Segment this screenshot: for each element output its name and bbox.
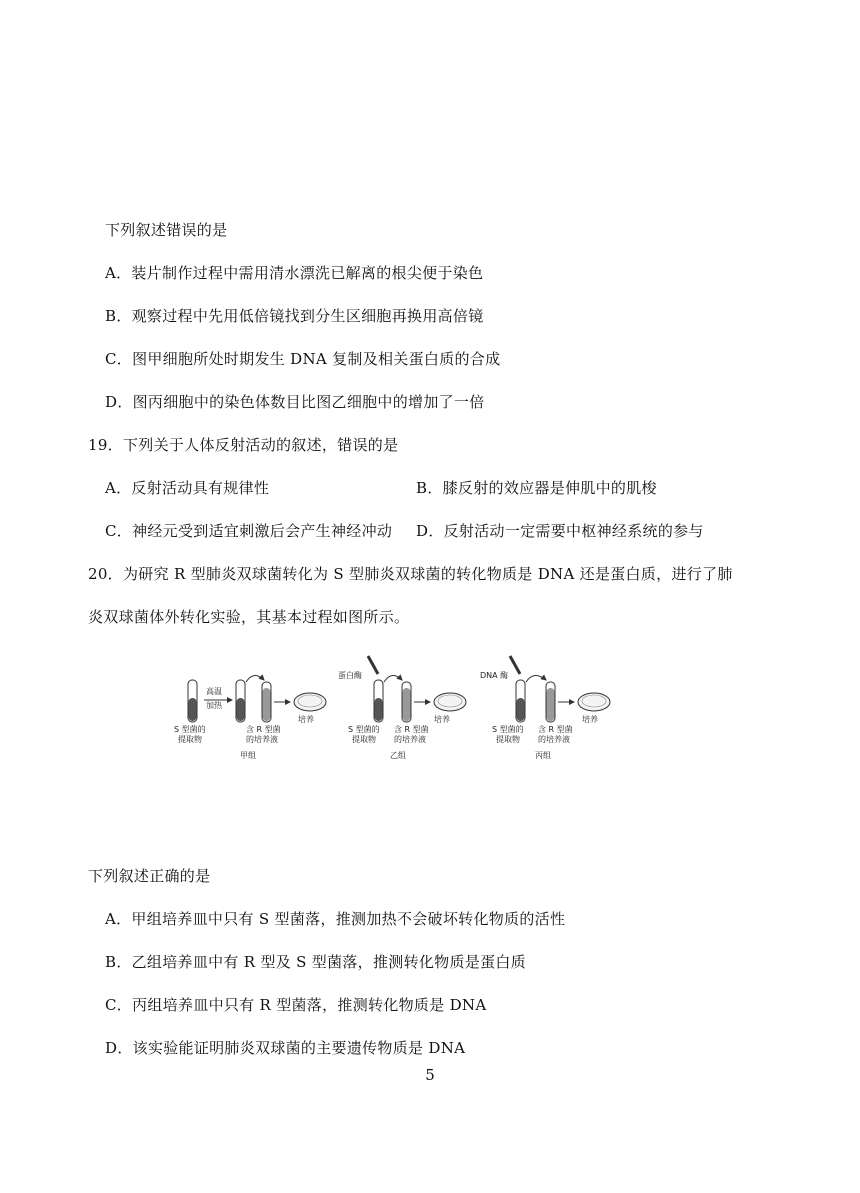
culture-label: 培养 <box>298 715 314 724</box>
q20-option-a: A．甲组培养皿中只有 S 型菌落，推测加热不会破坏转化物质的活性 <box>105 910 566 928</box>
tube-fill <box>517 698 525 721</box>
group-bing <box>480 656 610 760</box>
tube2-label-2: 的培养液 <box>246 735 278 744</box>
q19-option-d: D．反射活动一定需要中枢神经系统的参与 <box>416 522 704 540</box>
pour-arrow <box>384 675 402 682</box>
q19-options-row2 <box>105 521 704 541</box>
petri-dish <box>294 693 326 711</box>
q19-stem: 19．下列关于人体反射活动的叙述，错误的是 <box>88 436 399 454</box>
q18-option-d: D．图丙细胞中的染色体数目比图乙细胞中的增加了一倍 <box>105 393 485 411</box>
treatment-label-2: 加热 <box>206 701 222 710</box>
petri-dish <box>578 693 610 711</box>
q20-stem2: 下列叙述正确的是 <box>88 867 211 885</box>
tube-fill <box>547 688 555 721</box>
tube2-label-1: 含 R 型菌 <box>246 725 281 734</box>
q20-option-b: B．乙组培养皿中有 R 型及 S 型菌落，推测转化物质是蛋白质 <box>105 953 526 971</box>
tube2-label-1: 含 R 型菌 <box>394 725 429 734</box>
tube1-label-2: 提取物 <box>496 735 520 744</box>
pour-arrow <box>526 675 546 682</box>
tube1-label-2: 提取物 <box>352 735 376 744</box>
dropper-icon <box>510 656 520 674</box>
q20-stem-line2: 炎双球菌体外转化实验，其基本过程如图所示。 <box>88 608 410 626</box>
tube-fill <box>189 698 197 721</box>
q18-stem: 下列叙述错误的是 <box>105 221 228 239</box>
tube2-label-2: 的培养液 <box>394 735 426 744</box>
petri-dish <box>434 693 466 711</box>
q18-option-a: A．装片制作过程中需用清水漂洗已解离的根尖便于染色 <box>105 264 484 282</box>
pour-arrow <box>246 675 264 682</box>
transformation-experiment-figure <box>170 650 615 765</box>
tube-fill <box>237 698 245 721</box>
q19-option-a: A．反射活动具有规律性 <box>105 479 270 497</box>
tube-fill <box>263 688 271 721</box>
tube1-label-1: S 型菌的 <box>348 725 380 734</box>
group-label: 乙组 <box>390 751 406 760</box>
q19-option-c: C．神经元受到适宜刺激后会产生神经冲动 <box>105 522 393 540</box>
culture-label: 培养 <box>582 715 598 724</box>
tube1-label-1: S 型菌的 <box>492 725 524 734</box>
q18-option-b: B．观察过程中先用低倍镜找到分生区细胞再换用高倍镜 <box>105 307 484 325</box>
culture-label: 培养 <box>434 715 450 724</box>
tube1-label-2: 提取物 <box>178 735 202 744</box>
enzyme-label: DNA 酶 <box>480 671 509 680</box>
group-label: 甲组 <box>240 751 256 760</box>
q18-option-c: C．图甲细胞所处时期发生 DNA 复制及相关蛋白质的合成 <box>105 350 501 368</box>
dropper-icon <box>368 656 378 674</box>
enzyme-label: 蛋白酶 <box>338 671 362 680</box>
tube2-label-2: 的培养液 <box>538 735 570 744</box>
group-jia <box>174 675 326 760</box>
q20-option-d: D．该实验能证明肺炎双球菌的主要遗传物质是 DNA <box>105 1039 466 1057</box>
tube-fill <box>375 698 383 721</box>
tube2-label-1: 含 R 型菌 <box>538 725 573 734</box>
page-number: 5 <box>425 1066 435 1084</box>
q20-option-c: C．丙组培养皿中只有 R 型菌落，推测转化物质是 DNA <box>105 996 487 1014</box>
q19-options-row1 <box>105 478 657 498</box>
treatment-label-1: 高温 <box>206 687 222 696</box>
tube1-label-1: S 型菌的 <box>174 725 206 734</box>
group-label: 丙组 <box>535 751 551 760</box>
tube-fill <box>403 688 411 721</box>
q19-option-b: B．膝反射的效应器是伸肌中的肌梭 <box>416 479 657 497</box>
q20-stem-line1: 20．为研究 R 型肺炎双球菌转化为 S 型肺炎双球菌的转化物质是 DNA 还是蛋白质，进行了肺 <box>88 565 733 583</box>
group-yi <box>338 656 466 760</box>
